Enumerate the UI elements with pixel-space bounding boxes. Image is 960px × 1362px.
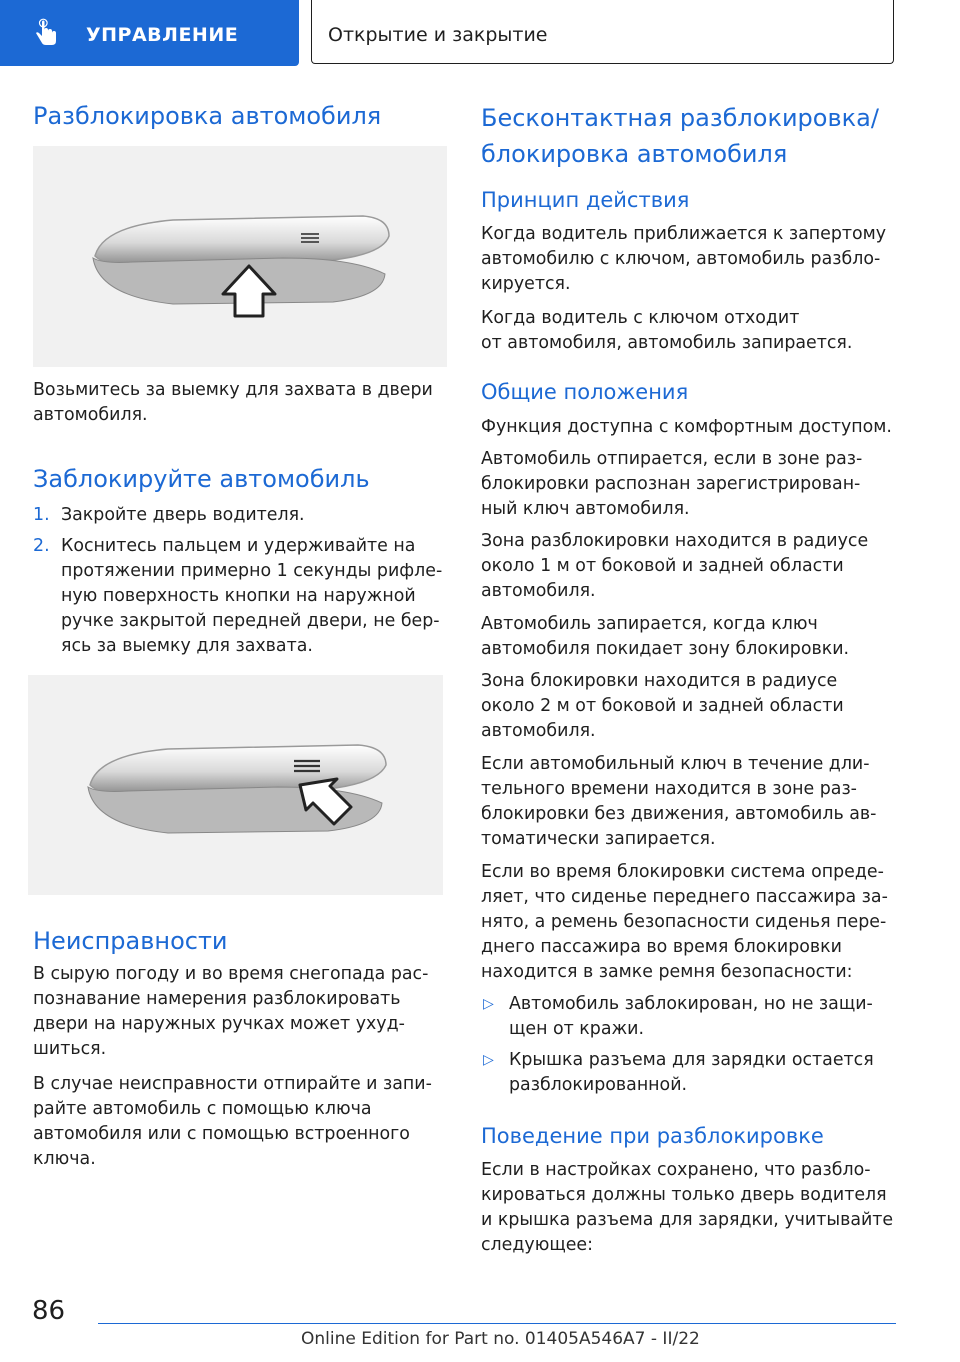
triangle-bullet-icon: ▷ <box>483 996 494 1012</box>
hand-pointer-icon <box>30 18 62 50</box>
section-label: УПРАВЛЕНИЕ <box>86 24 239 46</box>
door-handle-image-unlock <box>33 146 447 367</box>
subsection-box <box>311 0 894 64</box>
behavior-title: Поведение при разблокировке <box>481 1124 824 1148</box>
general-paragraph-4: Автомобиль запирается, когда ключ автомобиля покидает зону блокировки. <box>481 614 850 659</box>
step-number: 1. <box>33 505 50 525</box>
behavior-paragraph: Если в настройках сохранено, что разбло- кироваться должны только дверь водителя и крышка разъема для зарядки, учитывайте следующее: <box>481 1160 894 1255</box>
principle-title: Принцип действия <box>481 188 690 212</box>
faults-paragraph-2: В случае неисправности отпирайте и запи- райте автомобиль с помощью ключа автомобиля или с помощью встроенного ключа. <box>33 1074 432 1169</box>
page-number: 86 <box>32 1296 66 1326</box>
principle-paragraph-2: Когда водитель с ключом отходит от автомобиля, автомобиль запирается. <box>481 308 853 353</box>
general-paragraph-7: Если во время блокировки система опреде- ляет, что сиденье переднего пассажира за- нято, а ремень безопасности сиденья пере- днего пассажира во время блокировки находится в замке ремня безопасности: <box>481 862 888 982</box>
principle-paragraph-1: Когда водитель приближается к запертому автомобилю с ключом, автомобиль разбло- кируется. <box>481 224 887 294</box>
general-paragraph-5: Зона блокировки находится в радиусе около 2 м от боковой и задней области автомобиля. <box>481 671 844 741</box>
door-handle-image-lock <box>28 675 443 895</box>
faults-paragraph-1: В сырую погоду и во время снегопада рас- познавание намерения разблокировать двери на наружных ручках может ухуд- шиться. <box>33 964 429 1059</box>
subsection-label: Открытие и закрытие <box>328 24 548 46</box>
general-title: Общие положения <box>481 380 689 404</box>
general-paragraph-2: Автомобиль отпирается, если в зоне раз- блокировки распознан зарегистрирован- ный ключ автомобиля. <box>481 449 863 519</box>
lock-title: Заблокируйте автомобиль <box>33 465 370 493</box>
bullet-item: Автомобиль заблокирован, но не защи- щен от кражи. <box>509 994 873 1039</box>
step-text: Закройте дверь водителя. <box>61 505 305 525</box>
unlock-title: Разблокировка автомобиля <box>33 102 382 130</box>
edition-text: Online Edition for Part no. 01405A546A7 - II/22 <box>301 1329 700 1349</box>
general-paragraph-3: Зона разблокировки находится в радиусе около 1 м от боковой и задней области автомобиля. <box>481 531 869 601</box>
footer-divider <box>98 1323 896 1324</box>
faults-title: Неисправности <box>33 927 228 955</box>
keyless-title: Бесконтактная разблокировка/ блокировка автомобиля <box>481 104 879 168</box>
step-number: 2. <box>33 536 50 556</box>
general-paragraph-1: Функция доступна с комфортным доступом. <box>481 417 892 437</box>
triangle-bullet-icon: ▷ <box>483 1052 494 1068</box>
unlock-caption: Возьмитесь за выемку для захвата в двери автомобиля. <box>33 380 433 425</box>
step-text: Коснитесь пальцем и удерживайте на протяжении примерно 1 секунды рифле- ную поверхность кнопки на наружной ручке закрытой передней двери, не бер- ясь за выемку для захвата. <box>61 536 443 656</box>
general-paragraph-6: Если автомобильный ключ в течение дли- тельного времени находится в зоне раз- блокировки без движения, автомобиль ав- томатически запирается. <box>481 754 877 849</box>
bullet-item: Крышка разъема для зарядки остается разблокированной. <box>509 1050 874 1095</box>
section-tab <box>0 0 299 66</box>
